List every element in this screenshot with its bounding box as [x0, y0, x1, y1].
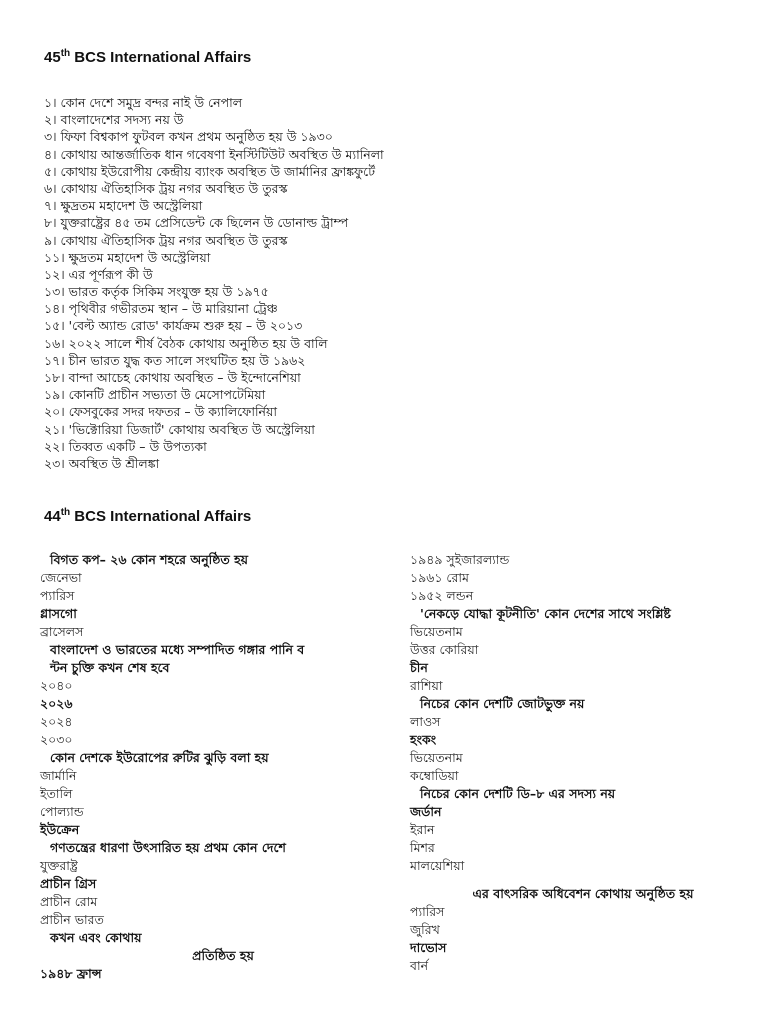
option-line: ২০৪০ — [40, 678, 73, 693]
option-line: জার্মানি — [40, 768, 77, 783]
section-45-list — [44, 94, 744, 472]
option-line: ১৯৫২ লন্ডন — [410, 588, 474, 603]
question-line: ১৪। পৃথিবীর গভীরতম স্থান – উ মারিয়ানা ট্রেঞ্চ — [44, 301, 278, 317]
answer-line: প্রাচীন গ্রিস — [40, 876, 97, 891]
answer-line: ইউক্রেন — [40, 822, 80, 837]
option-line: ১৯৬১ রোম — [410, 570, 469, 585]
option-line: কম্বোডিয়া — [410, 768, 459, 783]
option-line: মালয়েশিয়া — [410, 858, 465, 873]
question-line: ১২। এর পূর্ণরূপ কী উ — [44, 266, 153, 282]
question-line: নিচের কোন দেশটি ডি–৮ এর সদস্য নয় — [420, 786, 616, 801]
section-45-heading: 45th BCS International Affairs — [44, 48, 252, 66]
question-line: ১৫। 'বেল্ট অ্যান্ড রোড' কার্যক্রম শুরু হয় – উ ২০১৩ — [44, 318, 303, 334]
question-line: ২৩। অবস্থিত উ শ্রীলঙ্কা — [44, 455, 160, 471]
question-line: ১৮। বান্দা আচেহ কোথায় অবস্থিত – উ ইন্দোনেশিয়া — [44, 370, 301, 385]
question-line: গণতন্ত্রের ধারণা উৎসারিত হয় প্রথম কোন দেশে — [50, 840, 286, 855]
option-line: রাশিয়া — [410, 678, 443, 693]
answer-line: ১৯৪৮ ফ্রান্স — [40, 966, 102, 981]
question-line: ৩। ফিফা বিশ্বকাপ ফুটবল কখন প্রথম অনুষ্ঠিত হয় উ ১৯৩০ — [44, 129, 333, 145]
question-line: ৮। যুক্তরাষ্ট্রের ৪৫ তম প্রেসিডেন্ট কে ছিলেন উ ডোনাল্ড ট্রাম্প — [44, 215, 349, 231]
answer-line: ২০২৬ — [40, 696, 73, 711]
option-line: মিশর — [410, 840, 435, 855]
question-line: ১৯। কোনটি প্রাচীন সভ্যতা উ মেসোপটেমিয়া — [44, 387, 266, 403]
option-line: ২০২৪ — [40, 714, 73, 729]
section-44-right-column — [406, 551, 746, 975]
spacer — [406, 875, 746, 885]
question-line: ১৬। ২০২২ সালে শীর্ষ বৈঠক কোথায় অনুষ্ঠিত হয় উ বালি — [44, 335, 328, 351]
section-44-heading: 44th BCS International Affairs — [44, 507, 252, 525]
question-line: ৫। কোথায় ইউরোপীয় কেন্দ্রীয় ব্যাংক অবস্থিত উ জার্মানির ফ্রাঙ্কফুর্টে — [44, 163, 376, 179]
option-line: ইতালি — [40, 786, 73, 801]
question-line: ২০। ফেসবুকের সদর দফতর – উ ক্যালিফোর্নিয়া — [44, 404, 277, 420]
option-line: ভিয়েতনাম — [410, 750, 463, 765]
answer-line: জর্ডান — [410, 804, 442, 819]
option-line: জেনেভা — [40, 570, 82, 585]
option-line: ২০৩০ — [40, 732, 73, 747]
option-line: ব্রাসেলস — [40, 624, 84, 639]
answer-line: চীন — [410, 660, 428, 675]
option-line: প্যারিস — [40, 588, 75, 603]
question-line: ৯। কোথায় ঐতিহাসিক ট্রয় নগর অবস্থিত উ তুরস্ক — [44, 232, 288, 248]
section-44-left-column — [36, 551, 396, 983]
option-line: প্রাচীন রোম — [40, 894, 98, 909]
question-line: ৬। কোথায় ঐতিহাসিক ট্রয় নগর অবস্থিত উ তুরস্ক — [44, 180, 288, 196]
question-line: ১১। ক্ষুদ্রতম মহাদেশ উ অস্ট্রেলিয়া — [44, 249, 211, 265]
question-line: ১৭। চীন ভারত যুদ্ধ কত সালে সংঘটিত হয় উ ১৯৬২ — [44, 352, 306, 368]
question-line: এর বাৎসরিক অধিবেশন কোথায় অনুষ্ঠিত হয় — [472, 886, 694, 901]
question-line: ২২। তিব্বত একটি – উ উপত্যকা — [44, 438, 207, 454]
option-line: ভিয়েতনাম — [410, 624, 463, 639]
option-line: বার্ন — [410, 958, 429, 973]
question-line: ৭। ক্ষুদ্রতম মহাদেশ উ অস্ট্রেলিয়া — [44, 198, 203, 214]
option-line: ১৯৪৯ সুইজারল্যান্ড — [410, 552, 510, 567]
option-line: জুরিখ — [410, 922, 440, 937]
question-line: বিগত কপ– ২৬ কোন শহরে অনুষ্ঠিত হয় — [50, 552, 249, 567]
question-line: 'নেকড়ে যোদ্ধা কূটনীতি' কোন দেশের সাথে সংশ্লিষ্ট — [420, 606, 671, 621]
option-line: যুক্তরাষ্ট্র — [40, 858, 78, 873]
question-line: ৪। কোথায় আন্তর্জাতিক ধান গবেষণা ইনস্টিটিউট অবস্থিত উ ম্যানিলা — [44, 146, 384, 162]
question-line: ১। কোন দেশে সমুদ্র বন্দর নাই উ নেপাল — [44, 95, 243, 110]
question-line: ২। বাংলাদেশের সদস্য নয় উ — [44, 112, 184, 128]
question-line: ন্টন চুক্তি কখন শেষ হবে — [50, 660, 170, 675]
option-line: ইরান — [410, 822, 435, 837]
question-line: ১৩। ভারত কর্তৃক সিকিম সংযুক্ত হয় উ ১৯৭৫ — [44, 284, 269, 300]
option-line: লাওস — [410, 714, 441, 729]
option-line: পোল্যান্ড — [40, 804, 84, 819]
option-line: প্যারিস — [410, 904, 445, 919]
question-line: বাংলাদেশ ও ভারতের মধ্যে সম্পাদিত গঙ্গার পানি ব — [50, 642, 305, 657]
question-line: প্রতিষ্ঠিত হয় — [192, 948, 254, 963]
question-line: কোন দেশকে ইউরোপের রুটির ঝুড়ি বলা হয় — [50, 750, 269, 765]
question-line: কখন এবং কোথায় — [50, 930, 142, 945]
answer-line: হংকং — [410, 732, 437, 747]
option-line: উত্তর কোরিয়া — [410, 642, 479, 657]
option-line: প্রাচীন ভারত — [40, 912, 104, 927]
answer-line: গ্লাসগো — [40, 606, 77, 621]
answer-line: দাভোস — [410, 940, 447, 955]
question-line: নিচের কোন দেশটি জোটভুক্ত নয় — [420, 696, 585, 711]
question-line: ২১। 'ভিক্টোরিয়া ডিজার্ট' কোথায় অবস্থিত উ অস্ট্রেলিয়া — [44, 421, 315, 437]
